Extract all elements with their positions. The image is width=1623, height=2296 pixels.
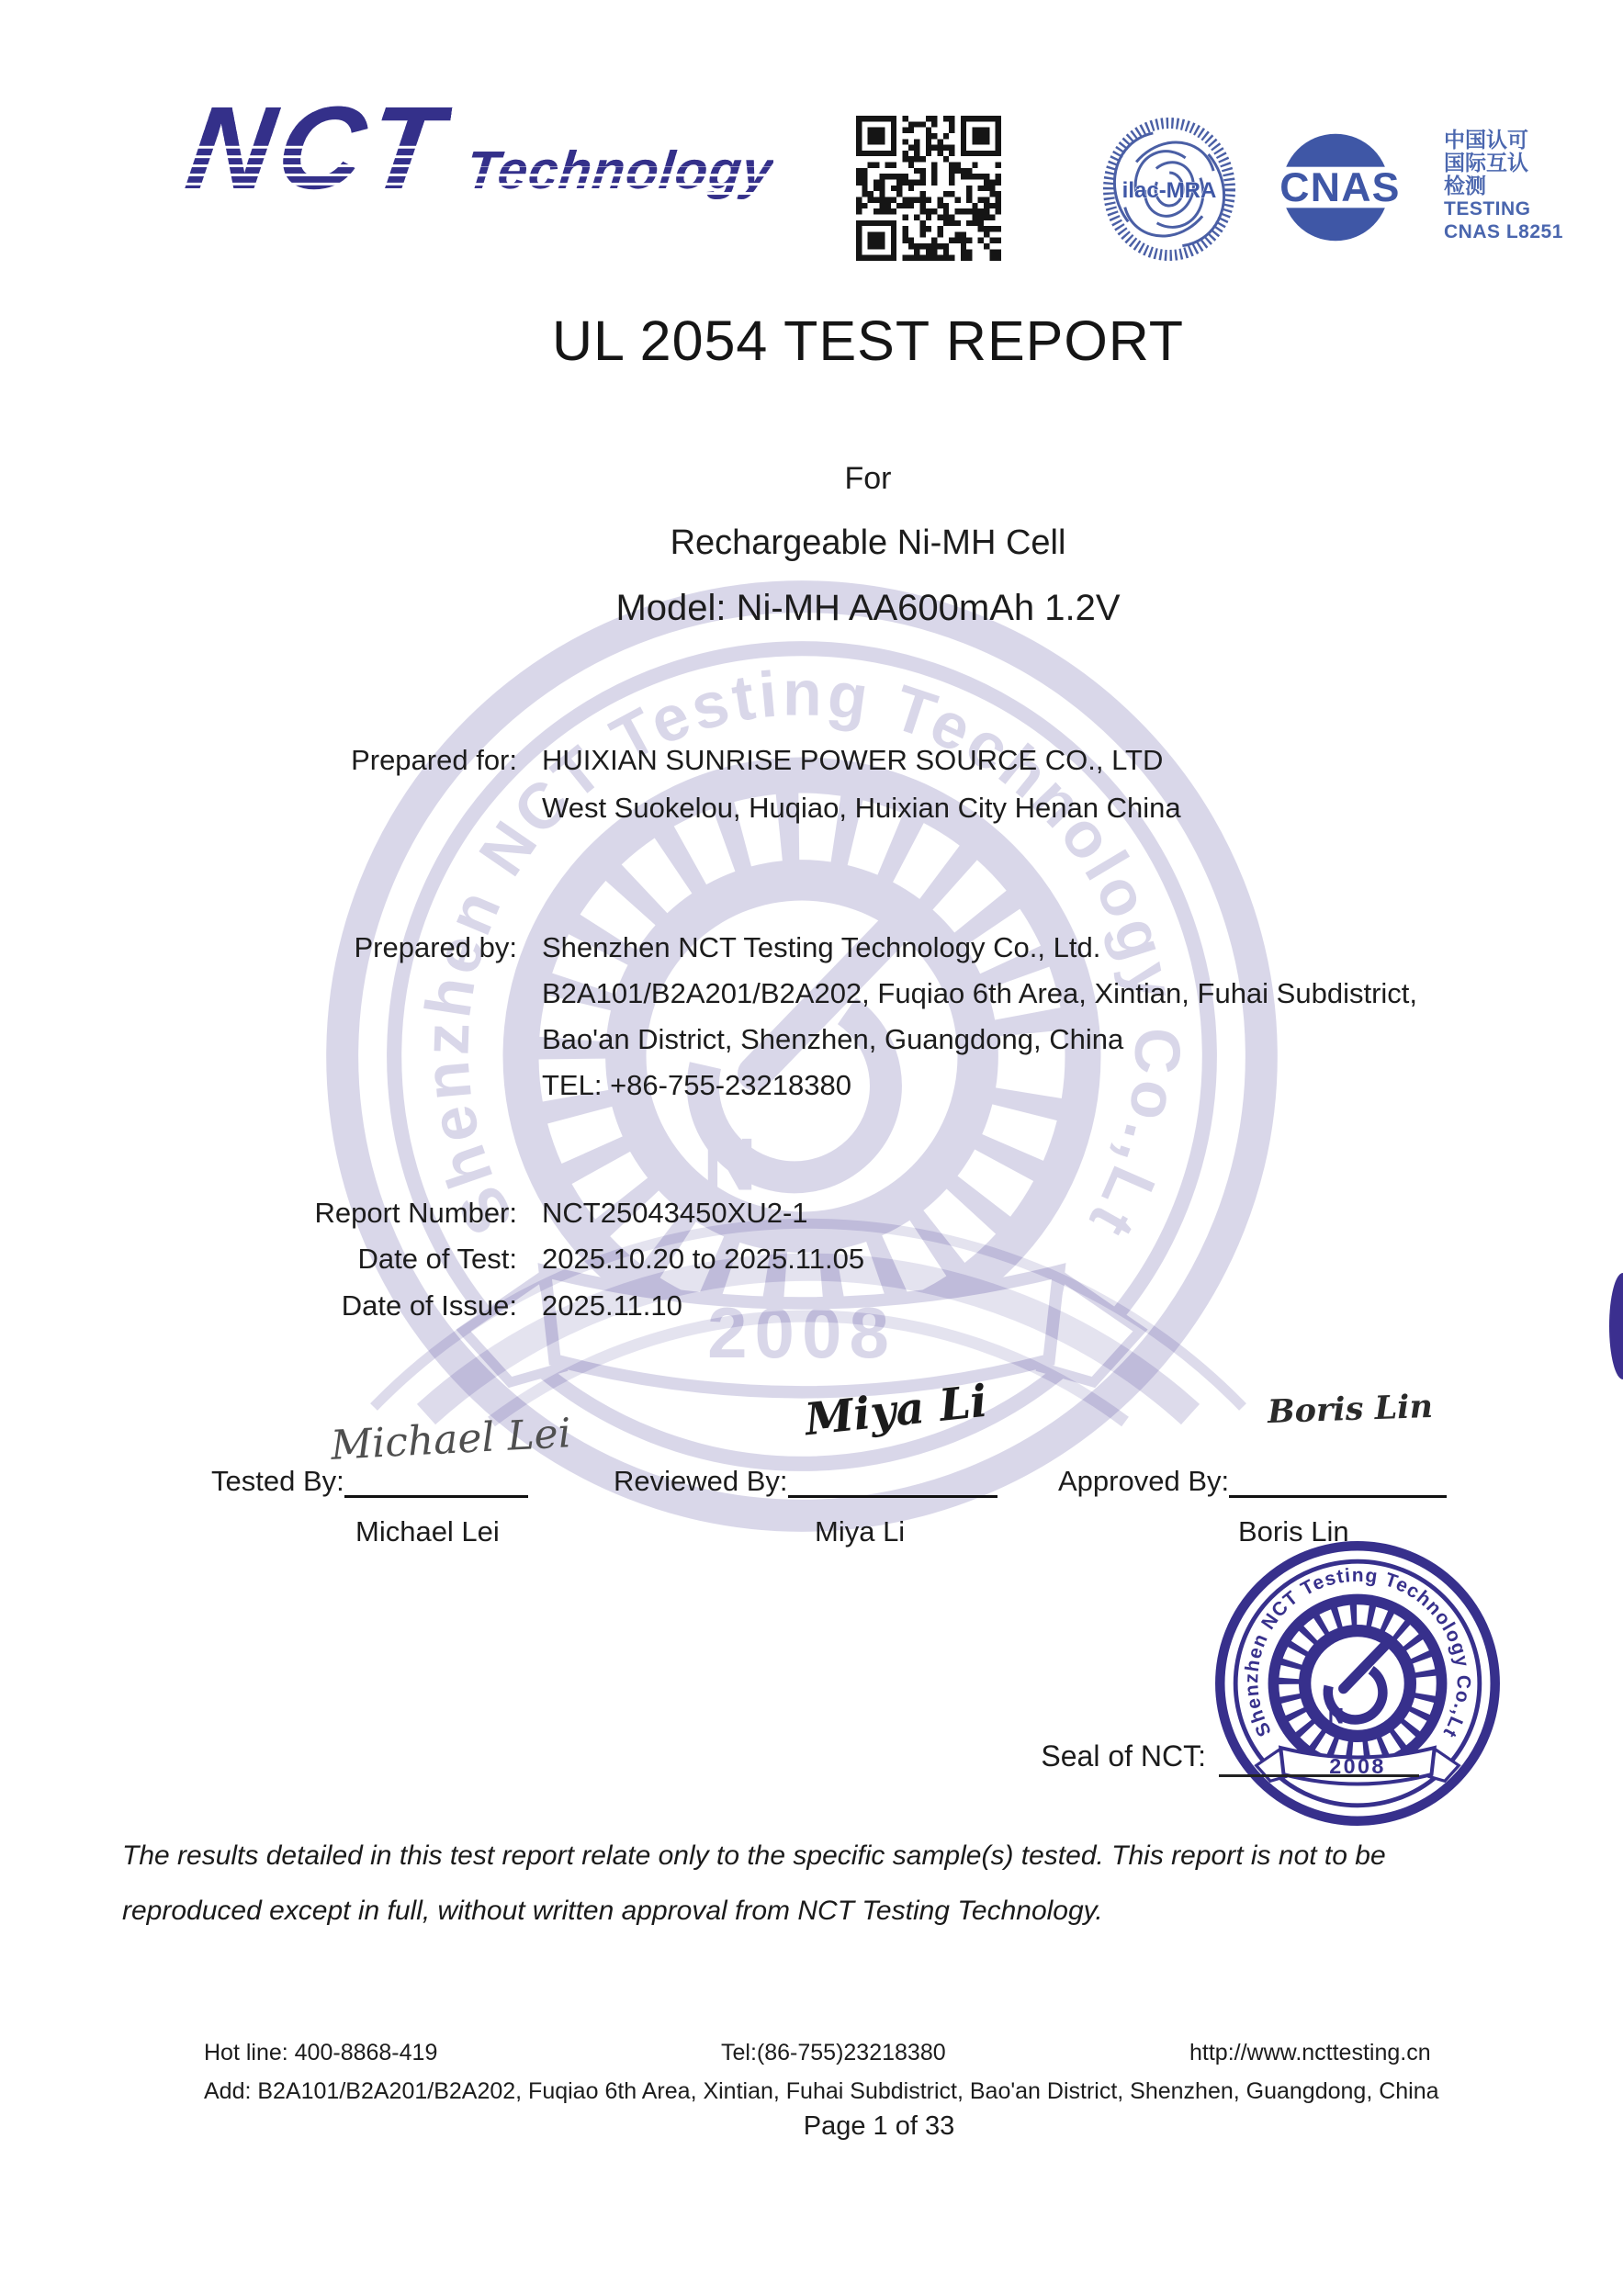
prepared-by-company: Shenzhen NCT Testing Technology Co., Ltd. <box>542 931 1101 963</box>
seal-of-nct-label: Seal of NCT: <box>1041 1739 1206 1773</box>
approved-by-name: Boris Lin <box>1238 1515 1349 1548</box>
footer-tel: Tel:(86-755)23218380 <box>721 2040 946 2065</box>
prepared-for-label: Prepared for: <box>351 744 517 776</box>
approved-by-field <box>1058 1462 1447 1498</box>
product-name: Rechargeable Ni-MH Cell <box>670 523 1066 562</box>
cnas-logo <box>1263 130 1417 244</box>
report-number-label: Report Number: <box>314 1197 517 1229</box>
reviewed-by-field <box>614 1462 997 1498</box>
model-line: Model: Ni-MH AA600mAh 1.2V <box>615 588 1121 628</box>
reviewed-by-signature: Miya Li <box>802 1375 990 1446</box>
seal-of-nct-line <box>1219 1744 1419 1777</box>
date-of-test-label: Date of Test: <box>357 1243 517 1275</box>
footer-website: http://www.ncttesting.cn <box>1189 2040 1431 2065</box>
prepared-by-label: Prepared by: <box>354 931 517 963</box>
nct-technology-logo <box>179 83 776 214</box>
accreditation-line: 中国认可 <box>1444 128 1528 152</box>
prepared-by-address-1: B2A101/B2A201/B2A202, Fuqiao 6th Area, Xintian, Fuhai Subdistrict, <box>542 977 1418 1009</box>
watermark-seal <box>308 562 1296 1550</box>
prepared-by-address-2: Bao'an District, Shenzhen, Guangdong, China <box>542 1023 1124 1055</box>
footer-hotline: Hot line: 400-8868-419 <box>204 2040 438 2065</box>
ilac-mra-logo <box>1100 118 1238 261</box>
date-of-issue-value: 2025.11.10 <box>542 1289 682 1322</box>
for-word: For <box>844 461 892 496</box>
tested-by-name: Michael Lei <box>355 1515 500 1548</box>
reviewed-by-name: Miya Li <box>815 1515 906 1548</box>
qr-code <box>854 116 1003 261</box>
reviewed-by-label: Reviewed By: <box>614 1465 788 1497</box>
brand-nct-text: NCT <box>179 83 456 214</box>
approved-by-label: Approved By: <box>1058 1465 1230 1497</box>
brand-technology-text: Technology <box>463 141 776 200</box>
accreditation-line: CNAS L8251 <box>1444 221 1563 242</box>
report-title: UL 2054 TEST REPORT <box>551 310 1185 372</box>
ilac-mra-text: ilac-MRA <box>1121 178 1217 203</box>
cnas-text: CNAS <box>1279 164 1401 210</box>
tested-by-signature: Michael Lei <box>329 1410 572 1469</box>
date-of-test-value: 2025.10.20 to 2025.11.05 <box>542 1243 865 1275</box>
tested-by-field <box>211 1462 528 1498</box>
prepared-for-address: West Suokelou, Huqiao, Huixian City Henan China <box>542 792 1181 824</box>
page-number: Page 1 of 33 <box>803 2111 955 2141</box>
prepared-by-tel: TEL: +86-755-23218380 <box>542 1069 851 1101</box>
approved-by-line <box>1229 1462 1447 1498</box>
tested-by-line <box>344 1462 528 1498</box>
disclaimer-line-1: The results detailed in this test report relate only to the specific sample(s) tested. This report is not to be <box>122 1840 1386 1871</box>
accreditation-line: 检测 <box>1444 174 1486 197</box>
tested-by-label: Tested By: <box>211 1465 344 1497</box>
reviewed-by-line <box>788 1462 997 1498</box>
disclaimer-line-2: reproduced except in full, without written approval from NCT Testing Technology. <box>122 1896 1103 1926</box>
report-number-value: NCT25043450XU2-1 <box>542 1197 808 1229</box>
approved-by-signature: Boris Lin <box>1267 1387 1434 1432</box>
footer-address: Add: B2A101/B2A201/B2A202, Fuqiao 6th Area, Xintian, Fuhai Subdistrict, Bao'an District, Shenzhen, Guangdong, China <box>204 2078 1439 2104</box>
accreditation-line: 国际互认 <box>1444 151 1528 174</box>
accreditation-line: TESTING <box>1444 198 1531 219</box>
nct-seal-stamp <box>1210 1536 1505 1831</box>
accreditation-text-block <box>1444 129 1600 243</box>
prepared-for-company: HUIXIAN SUNRISE POWER SOURCE CO., LTD <box>542 744 1164 776</box>
date-of-issue-label: Date of Issue: <box>341 1289 517 1322</box>
